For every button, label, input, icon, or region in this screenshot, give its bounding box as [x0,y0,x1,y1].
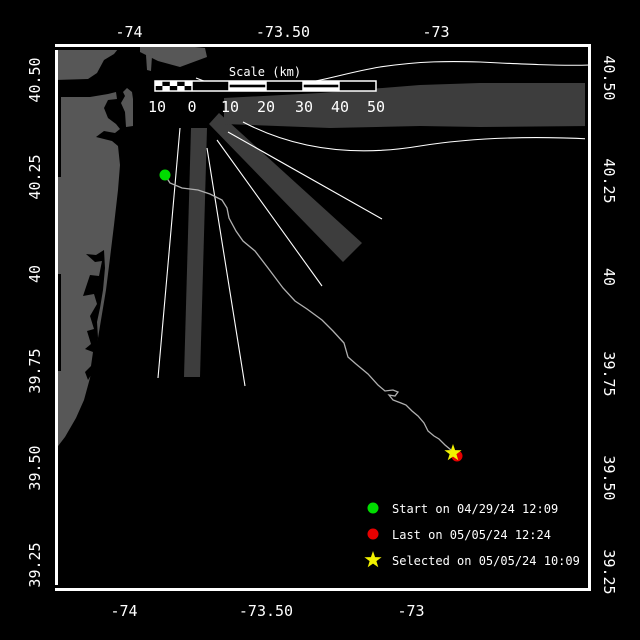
legend-last-dot [368,529,379,540]
legend-start-label: Start on 04/29/24 12:09 [392,502,559,516]
axis-label-left-1: 40.25 [26,154,44,200]
axis-label-top-2: -73 [422,23,450,41]
legend [364,502,579,568]
axis-label-top-1: -73.50 [255,23,311,41]
scale-bar-title: Scale (km) [228,65,302,79]
legend-selected-label: Selected on 05/05/24 10:09 [392,554,580,568]
axis-label-left-3: 39.75 [26,348,44,394]
axis-label-bottom-2: -73 [397,602,425,620]
scale-tick-label: 10 [220,98,240,116]
scale-tick-label: 40 [330,98,350,116]
scale-tick-label: 10 [147,98,167,116]
legend-start-dot [368,503,379,514]
scale-tick-label: 20 [256,98,276,116]
axis-label-right-0: 40.50 [600,55,618,101]
scale-tick-label: 50 [366,98,386,116]
axis-label-right-1: 40.25 [600,158,618,204]
start-marker[interactable] [160,170,171,181]
axis-label-right-4: 39.50 [600,455,618,501]
axis-label-right-3: 39.75 [600,351,618,397]
axis-label-bottom-0: -74 [110,602,138,620]
scale-tick-label: 0 [187,98,197,116]
scale-tick-label: 30 [294,98,314,116]
axis-label-left-5: 39.25 [26,542,44,588]
axis-label-left-0: 40.50 [26,57,44,103]
axis-label-bottom-1: -73.50 [238,602,294,620]
axis-label-top-0: -74 [115,23,143,41]
axis-label-left-4: 39.50 [26,445,44,491]
axis-label-right-2: 40 [600,267,618,287]
axis-label-left-2: 40 [26,264,44,284]
legend-last-label: Last on 05/05/24 12:24 [392,528,551,542]
axis-label-right-5: 39.25 [600,549,618,595]
